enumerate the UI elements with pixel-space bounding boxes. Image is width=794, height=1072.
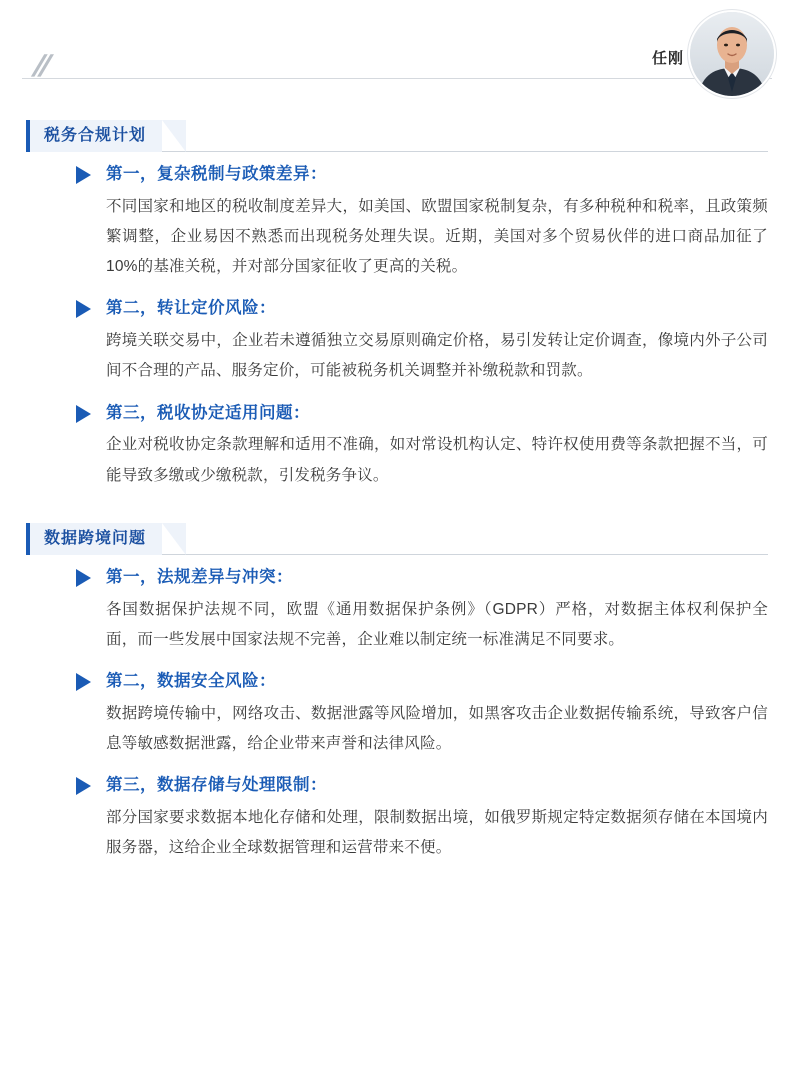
quote-mark-icon: // — [30, 50, 51, 83]
avatar — [688, 10, 776, 98]
play-triangle-icon — [76, 300, 91, 318]
play-triangle-icon — [76, 166, 91, 184]
section-title-bar — [26, 523, 768, 557]
item-heading: 第一，法规差异与冲突： — [106, 567, 293, 586]
list-item — [54, 296, 768, 386]
author-name: 任刚 — [651, 50, 684, 67]
section-title: 税务合规计划 — [26, 120, 162, 152]
play-triangle-icon — [76, 569, 91, 587]
item-body: 企业对税收协定条款理解和适用不准确，如对常设机构认定、特许权使用费等条款把握不当，可能导致多缴或少缴税款，引发税务争议。 — [106, 436, 768, 484]
list-item — [54, 773, 768, 863]
item-body: 数据跨境传输中，网络攻击、数据泄露等风险增加，如黑客攻击企业数据传输系统，导致客户信息等敏感数据泄露，给企业带来声誉和法律风险。 — [106, 704, 768, 752]
list-item — [54, 162, 768, 282]
item-heading: 第二，数据安全风险： — [106, 671, 276, 690]
item-heading: 第一，复杂税制与政策差异： — [106, 165, 327, 183]
header-divider — [22, 78, 772, 79]
item-body: 部分国家要求数据本地化存储和处理，限制数据出境，如俄罗斯规定特定数据须存储在本国境内服务器，这给企业全球数据管理和运营带来不便。 — [106, 808, 768, 857]
item-list — [26, 565, 768, 864]
play-triangle-icon — [76, 673, 91, 691]
list-item — [54, 669, 768, 759]
item-body: 各国数据保护法规不同，欧盟《通用数据保护条例》（GDPR）严格，对数据主体权利保护全面，而一些发展中国家法规不完善，企业难以制定统一标准满足不同要求。 — [106, 600, 768, 648]
section-title-bar — [26, 120, 768, 154]
list-item — [54, 565, 768, 655]
document-header — [0, 0, 794, 120]
list-item — [54, 401, 768, 491]
section-tax-compliance — [0, 120, 794, 491]
item-heading: 第三，税收协定适用问题： — [106, 403, 310, 422]
section-cross-border-data — [0, 523, 794, 864]
item-list — [26, 162, 768, 491]
item-heading: 第二，转让定价风险： — [106, 299, 276, 318]
item-body: 不同国家和地区的税收制度差异大，如美国、欧盟国家税制复杂，有多种税种和税率，且政策频繁调整，企业易因不熟悉而出现税务处理失误。近期，美国对多个贸易伙伴的进口商品加征了10%的基准关税，并对部分国家征收了更高的关税。 — [106, 197, 768, 276]
item-heading: 第三，数据存储与处理限制： — [106, 776, 327, 795]
play-triangle-icon — [76, 777, 91, 795]
section-title: 数据跨境问题 — [26, 523, 162, 555]
section-spacer — [0, 501, 794, 523]
item-body: 跨境关联交易中，企业若未遵循独立交易原则确定价格，易引发转让定价调查，像境内外子公司间不合理的产品、服务定价，可能被税务机关调整并补缴税款和罚款。 — [106, 332, 768, 380]
portrait-photo-icon — [690, 12, 774, 96]
play-triangle-icon — [76, 405, 91, 423]
